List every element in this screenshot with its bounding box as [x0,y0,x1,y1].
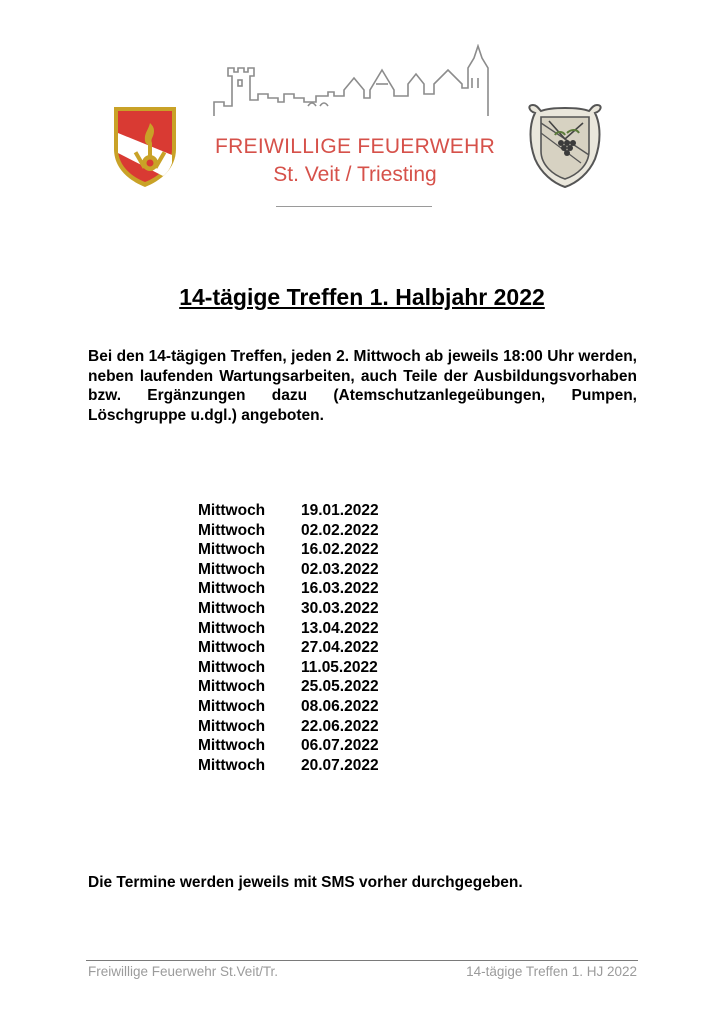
schedule-row [198,717,438,737]
schedule-weekday: Mittwoch [198,502,266,519]
page-title: 14-tägige Treffen 1. Halbjahr 2022 [179,284,545,310]
schedule-date: 27.04.2022 [301,639,379,657]
schedule-weekday: Mittwoch [198,678,266,696]
schedule-date: 02.02.2022 [301,521,379,539]
schedule-row [198,560,438,580]
schedule-date: 19.01.2022 [301,502,379,519]
intro-paragraph: Bei den 14-tägigen Treffen, jeden 2. Mittwoch ab jeweils 18:00 Uhr werden, neben laufenden Wartungsarbeiten, auch Teile der Ausbildungsvorhaben bzw. Ergänzungen dazu (Atemschutzanlegeübungen, Pumpen, Löschgruppe u.dgl.) angeboten. [88,348,637,424]
schedule-date: 11.05.2022 [301,658,378,676]
schedule-weekday: Mittwoch [198,717,266,735]
schedule-date: 22.06.2022 [301,717,379,735]
schedule-weekday: Mittwoch [198,599,266,617]
schedule-date: 16.02.2022 [301,541,379,559]
fire-brigade-shield-icon [110,103,180,189]
schedule-date: 13.04.2022 [301,619,379,637]
footer-organization: Freiwillige Feuerwehr St.Veit/Tr. [88,964,279,979]
schedule-date: 25.05.2022 [301,678,379,696]
schedule-row [198,521,438,541]
schedule-weekday: Mittwoch [198,658,266,676]
schedule-date: 02.03.2022 [301,560,379,578]
town-skyline-icon [212,44,494,120]
schedule-weekday: Mittwoch [198,521,266,539]
schedule-date: 30.03.2022 [301,599,379,617]
schedule-date: 06.07.2022 [301,737,379,755]
schedule-row [198,658,438,678]
meeting-schedule-list [198,501,438,775]
schedule-date: 20.07.2022 [301,756,379,774]
schedule-weekday: Mittwoch [198,697,266,715]
schedule-row [198,756,438,776]
schedule-row [198,579,438,599]
letterhead [0,0,724,220]
schedule-row [198,619,438,639]
schedule-row [198,501,438,521]
schedule-row [198,677,438,697]
organization-location: St. Veit / Triesting [273,163,437,186]
schedule-weekday: Mittwoch [198,639,266,657]
schedule-date: 08.06.2022 [301,697,379,715]
schedule-weekday: Mittwoch [198,580,266,598]
schedule-date: 16.03.2022 [301,580,379,598]
schedule-weekday: Mittwoch [198,560,266,578]
header-divider [276,206,432,207]
schedule-row [198,736,438,756]
organization-name: FREIWILLIGE FEUERWEHR [214,135,496,158]
schedule-weekday: Mittwoch [198,619,266,637]
schedule-weekday: Mittwoch [198,756,266,774]
footer-divider [86,960,638,961]
schedule-weekday: Mittwoch [198,737,266,755]
municipal-coat-of-arms-icon [525,103,605,189]
footer-document-label: 14-tägige Treffen 1. HJ 2022 [466,964,637,979]
schedule-row [198,697,438,717]
sms-notice: Die Termine werden jeweils mit SMS vorher durchgegeben. [88,874,523,891]
schedule-weekday: Mittwoch [198,541,266,559]
schedule-row [198,540,438,560]
schedule-row [198,638,438,658]
schedule-row [198,599,438,619]
